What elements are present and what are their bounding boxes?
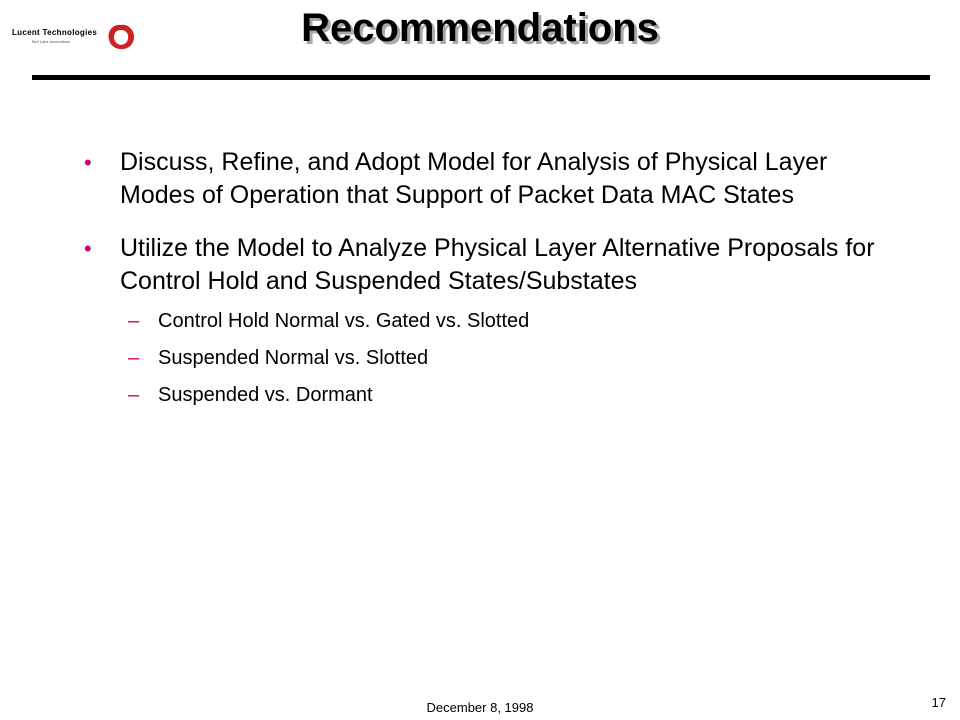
dash-marker-icon: – <box>128 310 140 332</box>
bullet-marker-icon: • <box>84 150 92 175</box>
footer-date: December 8, 1998 <box>426 700 534 715</box>
sub-bullet-text: Suspended Normal vs. Slotted <box>158 347 429 369</box>
page-number: 17 <box>931 695 946 710</box>
sub-bullet-list <box>120 308 884 408</box>
dash-marker-icon: – <box>128 384 140 406</box>
company-name: Lucent Technologies <box>12 28 98 37</box>
bullet-item <box>84 232 884 408</box>
slide-title: Recommendations <box>301 6 659 50</box>
sub-bullet-item <box>120 345 884 371</box>
sub-bullet-item <box>120 382 884 408</box>
bullet-marker-icon: • <box>84 236 92 261</box>
sub-bullet-text: Control Hold Normal vs. Gated vs. Slotted <box>158 310 530 332</box>
dash-marker-icon: – <box>128 347 140 369</box>
bullet-text: Discuss, Refine, and Adopt Model for Analysis of Physical Layer Modes of Operation that Support of Packet Data MAC States <box>120 148 828 209</box>
bullet-text: Utilize the Model to Analyze Physical Layer Alternative Proposals for Control Hold and Suspended States/Substates <box>120 234 875 295</box>
company-tagline: Bell Labs Innovations <box>32 39 71 44</box>
sub-bullet-text: Suspended vs. Dormant <box>158 384 373 406</box>
title-divider <box>32 75 930 80</box>
bullet-list <box>84 146 884 428</box>
sub-bullet-item <box>120 308 884 334</box>
bullet-item <box>84 146 884 212</box>
